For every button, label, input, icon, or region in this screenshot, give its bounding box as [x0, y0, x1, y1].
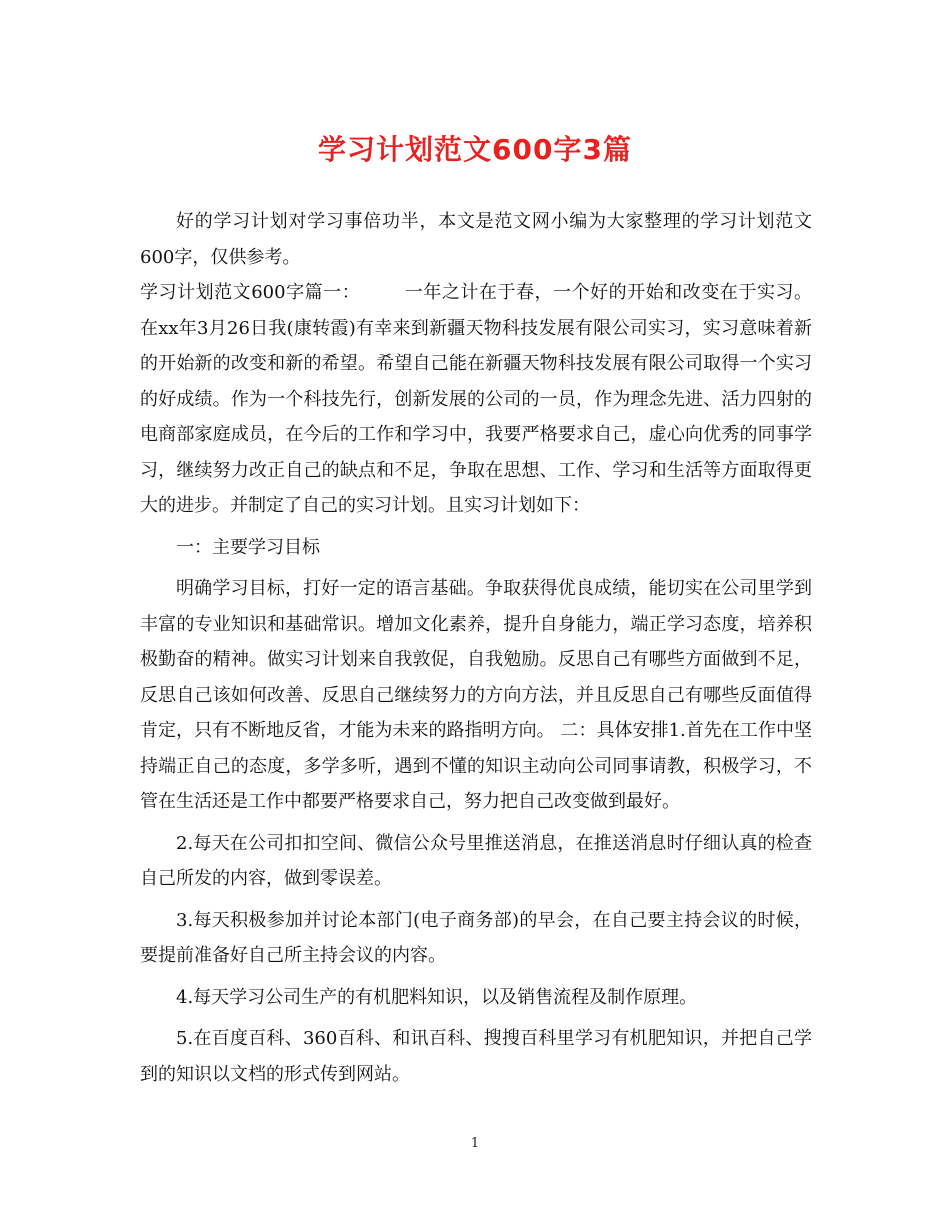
- list-item: 2.每天在公司扣扣空间、微信公众号里推送消息，在推送消息时仔细认真的检查自己所发的内容，做到零误差。: [140, 832, 812, 889]
- page-number: 1: [470, 1136, 480, 1151]
- list-item: 5.在百度百科、360百科、和讯百科、搜搜百科里学习有机肥知识，并把自己学到的知识以文档的形式传到网站。: [140, 1028, 812, 1085]
- section-one-body: 明确学习目标，打好一定的语言基础。争取获得优良成绩，能切实在公司里学到丰富的专业知识和基础常识。增加文化素养，提升自身能力，端正学习态度，培养积极勤奋的精神。做实习计划来自我敦促，自我勉励。反思自己有哪些方面做到不足，反思自己该如何改善、反思自己继续努力的方向方法，并且反思自己有哪些反面值得肯定，只有不断地反省，才能为未来的路指明方向。 二：具体安排1.首先在工作中坚持端正自己的态度，多学多听，遇到不懂的知识主动向公司同事请教，积极学习，不管在生活还是工作中都要严格要求自己，努力把自己改变做到最好。: [140, 578, 812, 812]
- article-lead: 一年之计在于春，一个好的开始和改变在于实习。在xx年3月26日我(康转霞)有幸来到新疆天物科技发展有限公司实习，实习意味着新的开始新的改变和新的希望。希望自己能在新疆天物科技发展有限公司取得一个实习的好成绩。作为一个科技先行，创新发展的公司的一员，作为理念先进、活力四射的电商部家庭成员，在今后的工作和学习中，我要严格要求自己，虚心向优秀的同事学习，继续努力改正自己的缺点和不足，争取在思想、工作、学习和生活等方面取得更大的进步。并制定了自己的实习计划。且实习计划如下：: [140, 282, 813, 516]
- article-heading: 学习计划范文600字篇一：: [140, 282, 361, 303]
- list-item: 3.每天积极参加并讨论本部门(电子商务部)的早会，在自己要主持会议的时候，要提前准备好自己所主持会议的内容。: [140, 909, 812, 966]
- document-title: 学习计划范文600字3篇: [318, 133, 632, 166]
- article-paragraph: [140, 275, 812, 524]
- section-one-heading: 一：主要学习目标: [176, 536, 320, 558]
- intro-paragraph: 好的学习计划对学习事倍功半，本文是范文网小编为大家整理的学习计划范文600字，仅供参考。: [140, 211, 812, 268]
- document-body: [140, 204, 812, 1092]
- list-item: 4.每天学习公司生产的有机肥料知识，以及销售流程及制作原理。: [176, 986, 698, 1008]
